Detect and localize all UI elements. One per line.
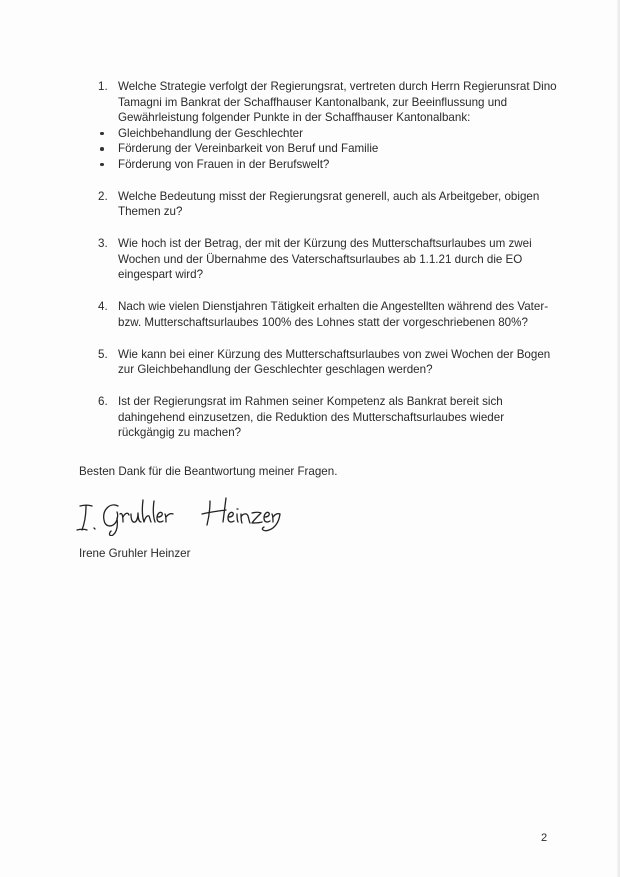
question-6 xyxy=(98,394,558,441)
closing-line: Besten Dank für die Beantwortung meiner Fragen. xyxy=(79,465,338,478)
question-3 xyxy=(98,236,558,283)
bullet-text: Gleichbehandlung der Geschlechter xyxy=(118,126,303,140)
bullet-dot-icon xyxy=(100,132,104,136)
bullet-text: Förderung von Frauen in der Berufswelt? xyxy=(118,157,330,171)
question-number: 3. xyxy=(98,237,108,250)
question-number: 2. xyxy=(98,189,108,203)
bullet-text: Förderung der Vereinbarkeit von Beruf und Familie xyxy=(118,142,379,155)
bullet-item xyxy=(118,126,558,142)
question-list xyxy=(98,79,558,457)
question-2 xyxy=(98,189,558,220)
question-text: Nach wie vielen Dienstjahren Tätigkeit erhalten die Angestellten während des Vater- bzw. Mutterschaftsurlaubes 100% des Lohnes statt der vorgeschriebenen 80%? xyxy=(118,300,549,329)
handwritten-signature xyxy=(74,492,324,536)
question-number: 6. xyxy=(98,395,108,408)
bullet-dot-icon xyxy=(100,163,104,167)
signer-name: Irene Gruhler Heinzer xyxy=(79,547,191,560)
question-number: 5. xyxy=(98,347,108,361)
question-text: Wie kann bei einer Kürzung des Mutterschaftsurlaubes von zwei Wochen der Bogen zur Gleichbehandlung der Geschlechter geschlagen werden? xyxy=(118,347,551,376)
question-5 xyxy=(98,347,558,378)
page-number: 2 xyxy=(541,832,548,844)
question-number: 1. xyxy=(98,80,108,93)
question-4 xyxy=(98,299,558,330)
bullet-item xyxy=(118,157,558,173)
bullet-item xyxy=(118,141,558,157)
question-1 xyxy=(98,79,558,172)
question-1-bullets xyxy=(118,126,558,173)
question-text: Welche Bedeutung misst der Regierungsrat generell, auch als Arbeitgeber, obigen Themen zu? xyxy=(118,189,540,218)
question-text: Wie hoch ist der Betrag, der mit der Kürzung des Mutterschaftsurlaubes um zwei Wochen und der Übernahme des Vaterschaftsurlaubes ab 1.1.21 durch die EO eingespart wird? xyxy=(118,237,532,281)
question-text: Welche Strategie verfolgt der Regierungsrat, vertreten durch Herrn Regierunsrat Dino Tamagni im Bankrat der Schaffhauser Kantonalbank, zur Beeinflussung und Gewährleistung folgender Punkte in der Schaffhauser Kantonalbank: xyxy=(118,80,557,124)
question-number: 4. xyxy=(98,300,108,313)
question-text: Ist der Regierungsrat im Rahmen seiner Kompetenz als Bankrat bereit sich dahingehend einzusetzen, die Reduktion des Mutterschaftsurlaubes wieder rückgängig zu machen? xyxy=(118,395,505,439)
bullet-dot-icon xyxy=(100,147,104,151)
